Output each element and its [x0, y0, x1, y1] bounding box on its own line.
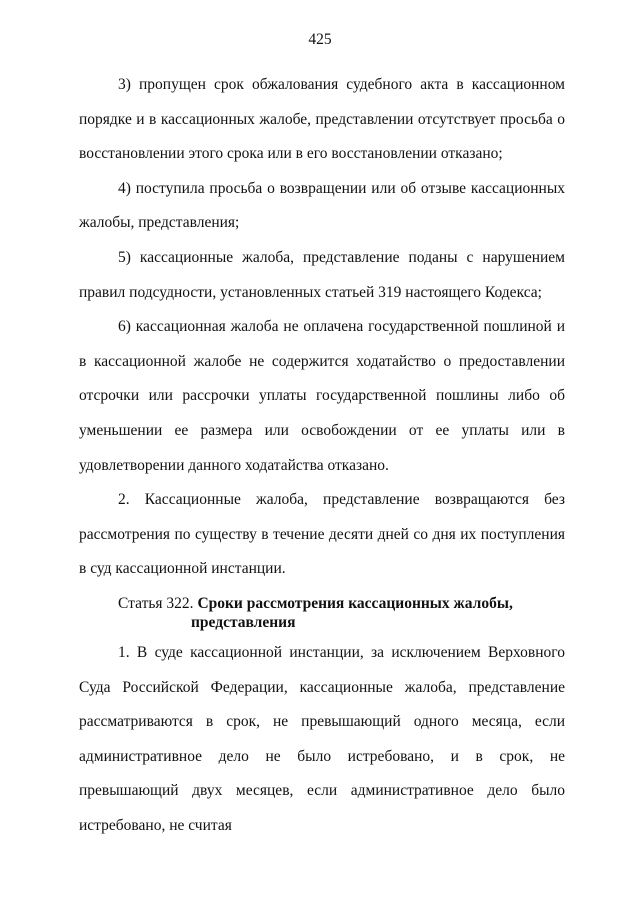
paragraph-item-6: 6) кассационная жалоба не оплачена государственной пошлиной и в кассационной жалобе не содержится ходатайство о предоставлении отсрочки или рассрочки уплаты государственной пошлины либо об уменьшении ее размера или освобождении от ее уплаты или в удовлетворении данного ходатайства отказано. — [79, 318, 565, 474]
paragraph-item-5: 5) кассационные жалоба, представление поданы с нарушением правил подсудности, установленных статьей 319 настоящего Кодекса; — [79, 248, 565, 301]
article-heading — [79, 594, 565, 632]
page-number: 425 — [308, 31, 332, 48]
document-body — [79, 68, 565, 843]
article-paragraph-1: 1. В суде кассационной инстанции, за исключением Верховного Суда Российской Федерации, кассационные жалоба, представление рассматриваются в срок, не превышающий одного месяца, если административное дело не было истребовано, и в срок, не превышающий двух месяцев, если административное дело было истребовано, не считая — [79, 643, 565, 834]
article-number: Статья 322. — [118, 594, 194, 612]
paragraph-item-4: 4) поступила просьба о возвращении или об отзыве кассационных жалобы, представления; — [79, 179, 565, 232]
paragraph-part-2: 2. Кассационные жалоба, представление возвращаются без рассмотрения по существу в течение десяти дней со дня их поступления в суд кассационной инстанции. — [79, 491, 565, 578]
article-title-line1: Сроки рассмотрения кассационных жалобы, — [197, 594, 513, 612]
paragraph-item-3: 3) пропущен срок обжалования судебного акта в кассационном порядке и в кассационных жалобе, представлении отсутствует просьба о восстановлении этого срока или в его восстановлении отказано; — [79, 76, 565, 163]
article-title-line2: представления — [191, 613, 296, 631]
